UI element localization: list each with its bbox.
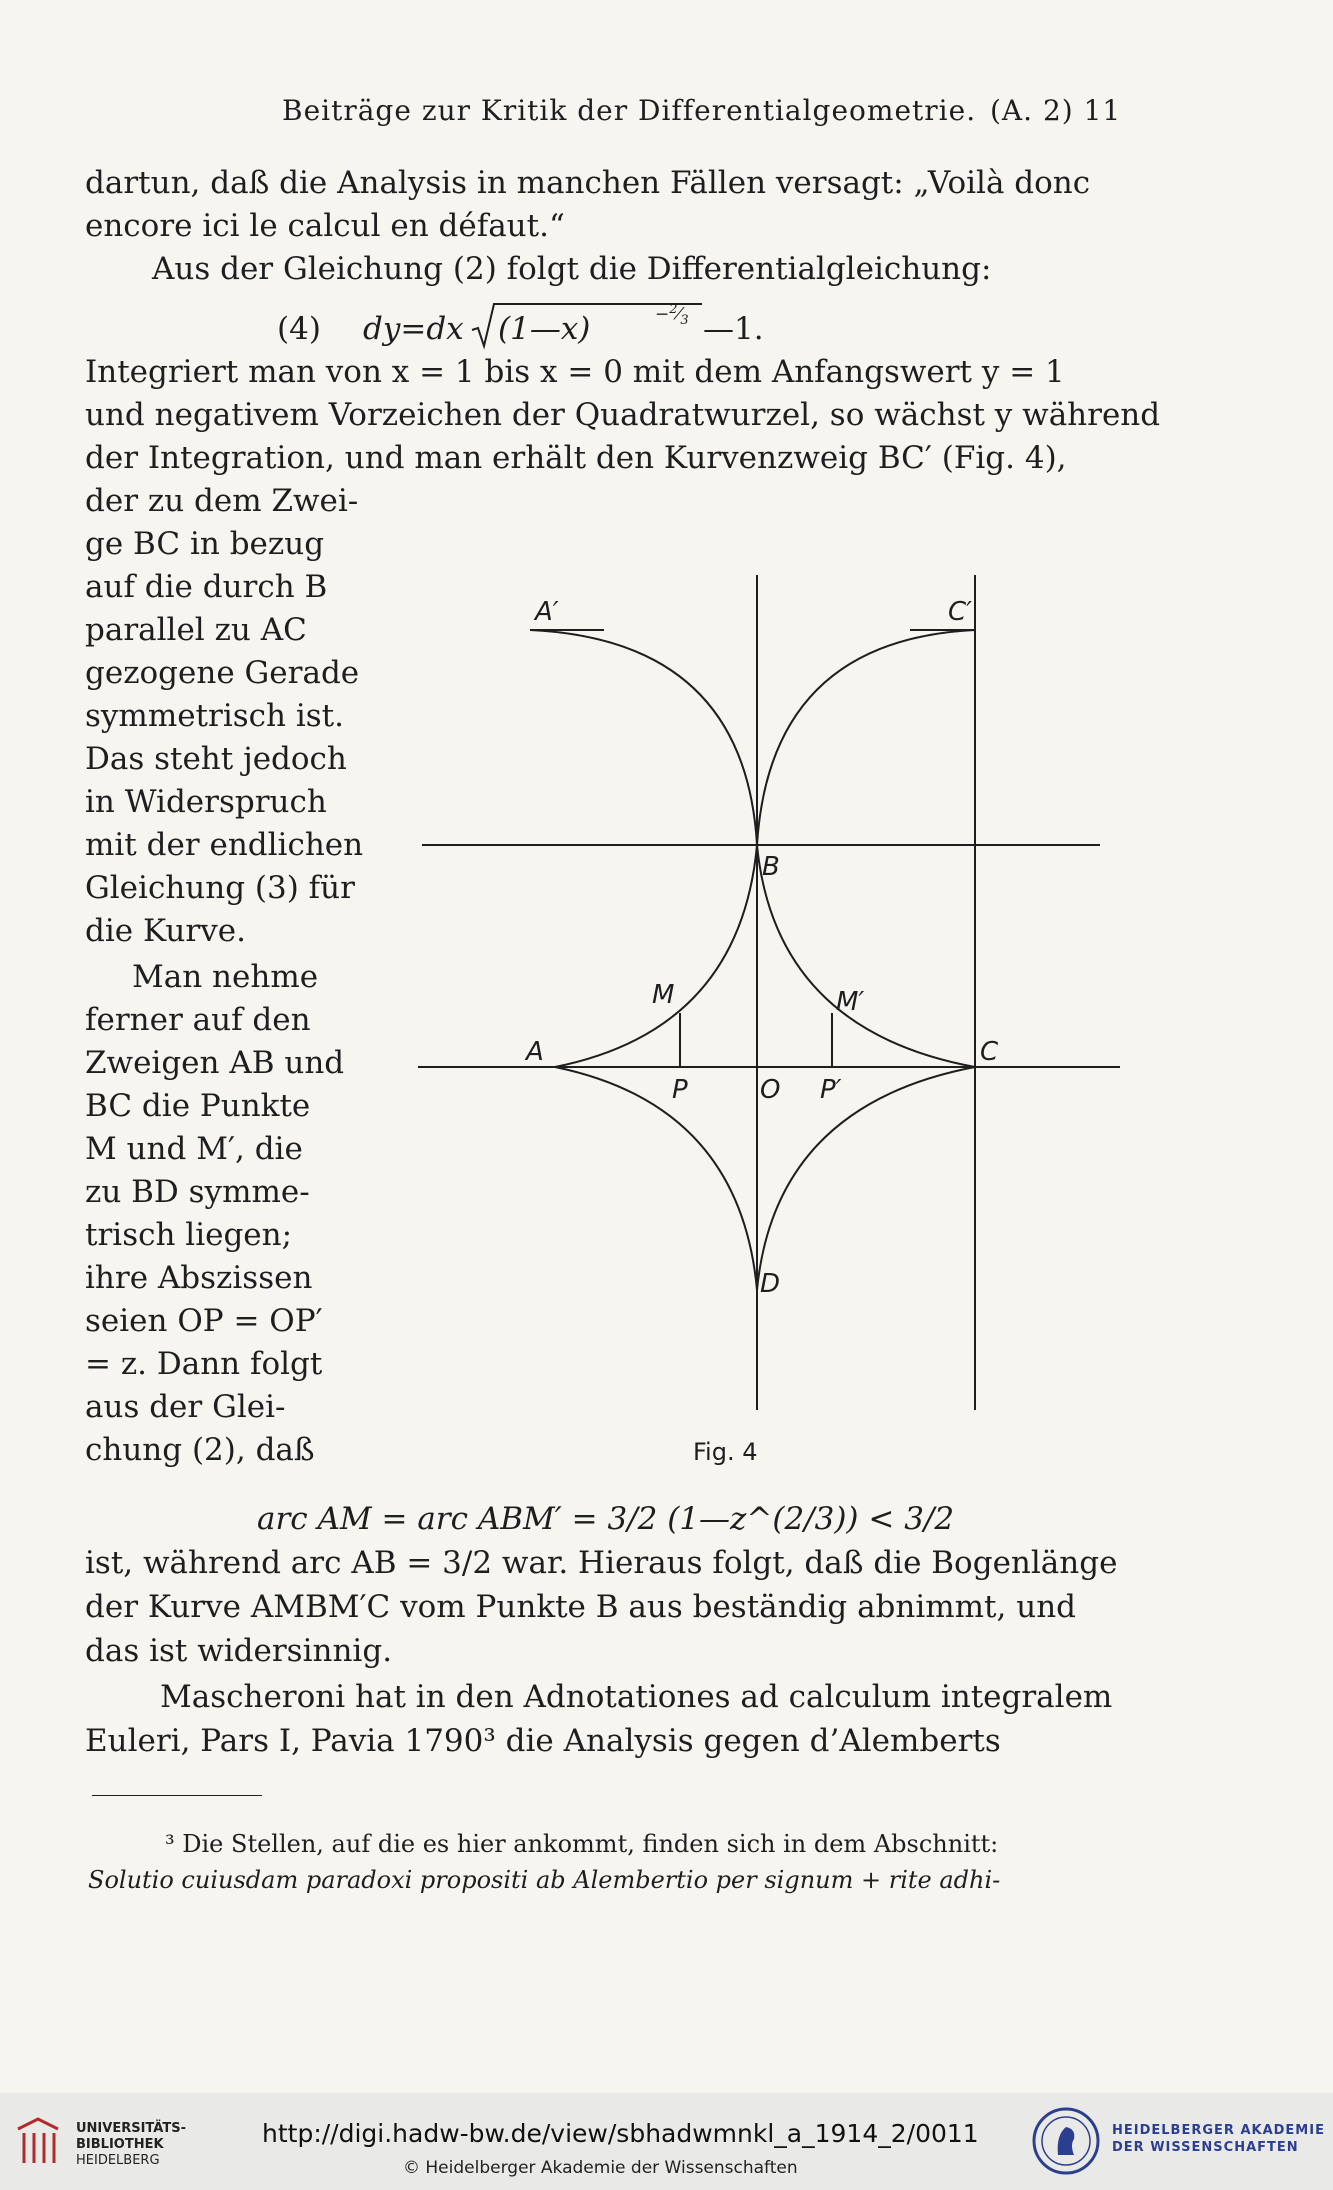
running-head-title: Beiträge zur Kritik der Differentialgeometrie. [282,94,977,127]
left-column-line: zu BD symme- [85,1174,310,1210]
left-column-line: der zu dem Zwei- [85,483,359,519]
academy-seal-logo [1030,2105,1102,2177]
left-column-line: ihre Abszissen [85,1260,313,1296]
eq-lhs: dy=dx [363,311,464,347]
text-line-7: der Integration, und man erhält den Kurvenzweig BC′ (Fig. 4), [85,440,1067,476]
arc-a-prime-b [530,630,757,845]
label-m: M [652,980,675,1010]
arc-c-d [757,1067,975,1290]
eq-tail: —1. [703,311,764,347]
left-column-line: Gleichung (3) für [85,870,355,906]
label-m-prime: M′ [836,987,865,1017]
label-d: D [760,1269,781,1299]
hadw-line-1: HEIDELBERGER AKADEMIE [1112,2123,1325,2138]
left-column-line: ge BC in bezug [85,526,325,562]
label-p: P [672,1075,688,1105]
footnote-line-1: ³ Die Stellen, auf die es hier ankommt, finden sich in dem Abschnitt: [165,1830,999,1858]
label-c-prime: C′ [948,597,973,627]
label-p-prime: P′ [820,1075,842,1105]
label-a: A [526,1037,544,1067]
left-column-line: auf die durch B [85,569,328,605]
left-column-line: BC die Punkte [85,1088,311,1124]
figure-caption: Fig. 4 [693,1438,758,1466]
left-column-line: gezogene Gerade [85,655,360,691]
text-after-5: Euleri, Pars I, Pavia 1790³ die Analysis gegen d’Alemberts [85,1723,1001,1759]
text-line-2: encore ici le calcul en défaut.“ [85,208,565,244]
footnote-line-2: Solutio cuiusdam paradoxi propositi ab Alembertio per signum + rite adhi- [88,1866,1001,1894]
text-line-5: Integriert man von x = 1 bis x = 0 mit dem Anfangswert y = 1 [85,354,1065,390]
footnote-rule [92,1795,262,1796]
text-after-1: ist, während arc AB = 3/2 war. Hieraus folgt, daß die Bogenlänge [85,1545,1118,1581]
left-column-line: parallel zu AC [85,612,307,648]
arc-a-b [555,845,757,1067]
text-after-3: das ist widersinnig. [85,1633,393,1669]
eq-exponent: $-^2⁄_3$ [655,302,689,329]
text-line-6: und negativem Vorzeichen der Quadratwurzel, so wächst y während [85,397,1161,433]
label-a-prime: A′ [535,597,559,627]
left-column-line: seien OP = OP′ [85,1303,323,1339]
label-b: B [762,852,780,882]
left-column-line: Das steht jedoch [85,741,347,777]
label-c: C [980,1037,999,1067]
text-line-1: dartun, daß die Analysis in manchen Fällen versagt: „Voilà donc [85,165,1091,201]
arc-c-prime-b [757,630,975,845]
arc-equation: arc AM = arc ABM′ = 3/2 (1—z^(2/3)) < 3/2 [257,1501,955,1537]
hadw-line-2: DER WISSENSCHAFTEN [1112,2140,1299,2155]
text-after-4: Mascheroni hat in den Adnotationes ad calculum integralem [160,1679,1113,1715]
eq-radicand: (1—x) [498,311,591,347]
left-column-line: chung (2), daß [85,1432,315,1468]
arc-b-c [757,845,975,1067]
eq-number: (4) [277,311,321,347]
left-column-line: trisch liegen; [85,1217,293,1253]
left-column-line: Man nehme [132,959,319,995]
university-library-logo [14,2115,64,2169]
copyright-notice: © Heidelberger Akademie der Wissenschaften [403,2158,798,2178]
left-column-line: ferner auf den [85,1002,311,1038]
left-column-line: die Kurve. [85,913,246,949]
source-url[interactable]: http://digi.hadw-bw.de/view/sbhadwmnkl_a_1914_2/0011 [262,2119,979,2148]
left-column-line: mit der endlichen [85,827,364,863]
footer-bar [0,2093,1333,2190]
label-o: O [760,1075,781,1105]
left-column-line: Zweigen AB und [85,1045,345,1081]
left-column-line: = z. Dann folgt [85,1346,323,1382]
left-column-line: symmetrisch ist. [85,698,344,734]
arc-a-d [555,1067,757,1290]
text-line-3: Aus der Gleichung (2) folgt die Differentialgleichung: [152,251,992,287]
left-column-line: M und M′, die [85,1131,303,1167]
left-column-line: in Widerspruch [85,784,327,820]
text-after-2: der Kurve AMBM′C vom Punkte B aus beständig abnimmt, und [85,1589,1077,1625]
ub-line-3: HEIDELBERG [76,2153,160,2168]
ub-line-2: BIBLIOTHEK [76,2137,164,2152]
left-column-line: aus der Glei- [85,1389,286,1425]
running-head-page: (A. 2) 11 [990,94,1122,127]
ub-line-1: UNIVERSITÄTS- [76,2121,186,2136]
